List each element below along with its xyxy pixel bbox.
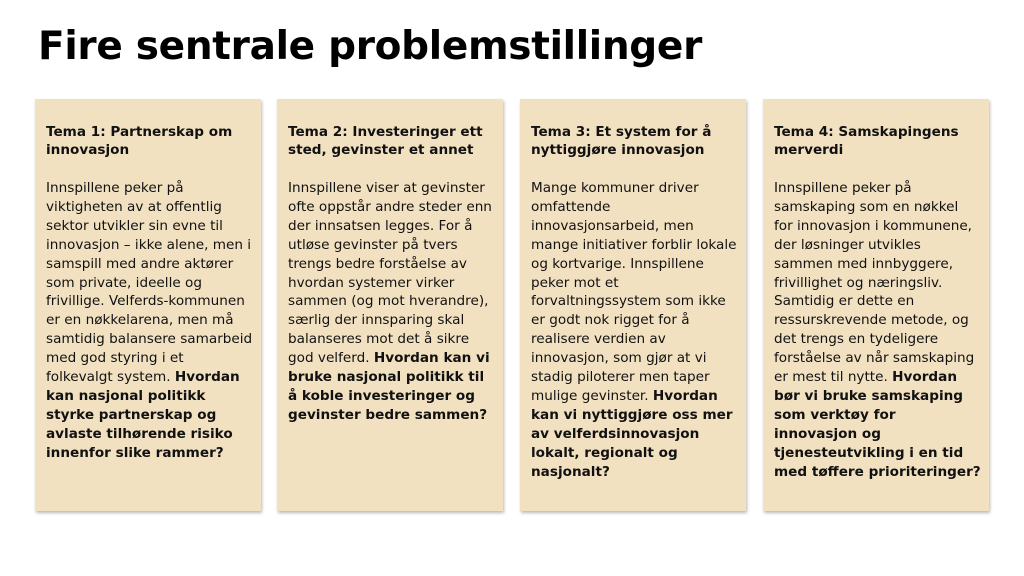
card-body <box>288 179 495 425</box>
card-body-text: Innspillene viser at gevinster ofte oppstår andre steder enn der innsatsen legges. For å utløse gevinster på tvers trengs bedre forståelse av hvordan systemer virker sammen (og mot hverandre), særlig der innsparing skal balanseres mot det å sikre god velferd. <box>288 180 492 367</box>
card-body-text: Innspillene peker på samskaping som en nøkkel for innovasjon i kommunene, der løsninger utvikles sammen med innbyggere, frivillighet og næringsliv. Samtidig er dette en ressurskrevende metode, og det trengs en tydeligere forståelse av når samskaping er mest til nytte. <box>774 180 975 386</box>
card-body <box>774 179 981 482</box>
card-question: Hvordan kan vi nyttiggjøre oss mer av velferdsinnovasjon lokalt, regionalt og nasjonalt? <box>531 387 733 480</box>
card-question: Hvordan kan nasjonal politikk styrke partnerskap og avlaste tilhørende risiko innenfor slike rammer? <box>46 369 240 461</box>
theme-card-2 <box>277 99 503 511</box>
theme-card-1 <box>35 99 261 511</box>
card-heading: Tema 4: Samskapingens merverdi <box>774 124 959 158</box>
card-body-text: Mange kommuner driver omfattende innovasjonsarbeid, men mange initiativer forblir lokale og kortvarige. Innspillene peker mot et forvaltningssystem som ikke er godt nok rigget for å realisere verdien av innovasjon, som gjør at vi stadig piloterer men taper mulige gevinster. <box>531 180 737 404</box>
card-heading: Tema 1: Partnerskap om innovasjon <box>46 124 233 158</box>
card-body-text: Innspillene peker på viktigheten av at offentlig sektor utvikler sin evne til innovasjon – ikke alene, men i samspill med andre aktører som private, ideelle og frivillige. Velferds-kommunen er en nøkkelarena, men må samtidig balansere samarbeid med god styring i et folkevalgt system. <box>46 180 253 386</box>
card-heading: Tema 3: Et system for å nyttiggjøre innovasjon <box>531 124 712 158</box>
card-body <box>531 179 738 482</box>
card-question: Hvordan bør vi bruke samskaping som verktøy for innovasjon og tjenesteutvikling i en tid med tøffere prioriteringer? <box>774 369 981 480</box>
slide-title: Fire sentrale problemstillinger <box>38 24 703 69</box>
card-body <box>46 179 253 463</box>
card-question: Hvordan kan vi bruke nasjonal politikk til å koble investeringer og gevinster bedre sammen? <box>288 350 490 423</box>
theme-card-3 <box>520 99 746 511</box>
card-heading: Tema 2: Investeringer ett sted, gevinster et annet <box>288 124 483 158</box>
theme-card-4 <box>763 99 989 511</box>
